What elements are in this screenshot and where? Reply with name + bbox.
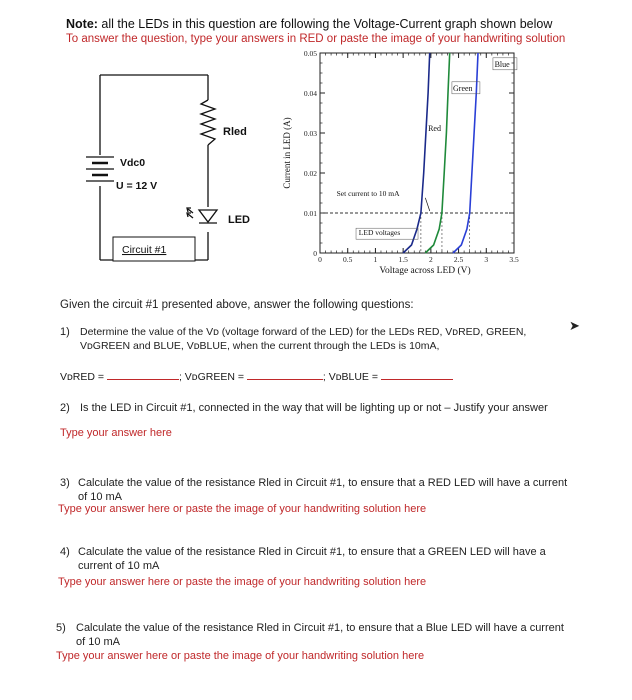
q1-text: Determine the value of the Vᴅ (voltage forward of the LED) for the LEDs RED, VᴅRED, GREEN, VᴅGREEN and BLUE, VᴅBLUE, when the current through the LEDs is 10mA, — [80, 326, 527, 352]
y-tick-label: 0 — [313, 249, 317, 258]
intro-text: Given the circuit #1 presented above, answer the following questions: — [60, 299, 414, 311]
resistor-symbol — [201, 100, 215, 145]
x-tick-label: 0.5 — [343, 255, 353, 264]
q2-answer-field[interactable]: Type your answer here — [60, 427, 172, 439]
plot-frame — [320, 53, 514, 253]
x-tick-label: 2.5 — [453, 255, 464, 264]
y-tick-label: 0.02 — [303, 169, 317, 178]
vi-chart — [276, 40, 526, 282]
note-line — [66, 17, 552, 31]
vd-red-blank[interactable] — [107, 379, 179, 380]
label-green: Green — [453, 84, 473, 93]
resistor-label: Rled — [223, 126, 247, 138]
y-tick-label: 0.03 — [303, 129, 317, 138]
x-axis-label: Voltage across LED (V) — [379, 266, 471, 276]
q5-text: Calculate the value of the resistance Rled in Circuit #1, to ensure that a Blue LED will have a current of 10 mA — [76, 622, 564, 648]
q4-answer-field[interactable]: Type your answer here or paste the image of your handwriting solution here — [58, 576, 427, 588]
series-line-red — [403, 53, 430, 253]
q2-text: Is the LED in Circuit #1, connected in the way that will be lighting up or not – Justify your answer — [80, 402, 548, 414]
q1-number: 1) — [60, 326, 70, 338]
series-line-blue — [453, 53, 478, 253]
mouse-pointer-icon: ➤ — [569, 318, 580, 333]
q2-number: 2) — [60, 402, 70, 414]
answer-line-q1 — [60, 371, 453, 383]
x-tick-label: 1 — [373, 255, 378, 264]
label-blue: Blue — [494, 60, 510, 69]
led-label: LED — [228, 214, 250, 226]
source-label-2: U = 12 V — [116, 180, 158, 192]
vd-red-label: VᴅRED = — [60, 371, 107, 383]
label-red: Red — [428, 124, 441, 133]
instruction-line: To answer the question, type your answers in RED or paste the image of your handwriting solution — [66, 33, 566, 45]
x-tick-label: 3 — [484, 255, 489, 264]
vd-blue-blank[interactable] — [381, 379, 453, 380]
annotation-led-voltages: LED voltages — [358, 228, 401, 237]
x-tick-label: 1.5 — [398, 255, 408, 264]
circuit-diagram — [60, 60, 260, 275]
vd-blue-label: ; VᴅBLUE = — [322, 371, 381, 383]
q5-number: 5) — [56, 622, 66, 634]
q4-number: 4) — [60, 546, 70, 558]
y-tick-label: 0.04 — [303, 89, 317, 98]
battery-symbol — [86, 157, 114, 181]
y-tick-label: 0.01 — [303, 209, 317, 218]
vd-green-label: ; VᴅGREEN = — [178, 371, 247, 383]
annotation-set-current: Set current to 10 mA — [336, 189, 400, 199]
y-tick-label: 0.05 — [303, 49, 317, 58]
x-tick-label: 2 — [428, 255, 433, 264]
q3-text: Calculate the value of the resistance Rled in Circuit #1, to ensure that a RED LED will have a current of 10 mA — [78, 477, 568, 503]
annotation-arrow — [425, 198, 429, 211]
q4-text: Calculate the value of the resistance Rled in Circuit #1, to ensure that a GREEN LED will have a current of 10 mA — [78, 546, 546, 572]
circuit-label: Circuit #1 — [122, 244, 167, 256]
vd-green-blank[interactable] — [247, 379, 323, 380]
q3-answer-field[interactable]: Type your answer here or paste the image of your handwriting solution here — [58, 503, 427, 515]
q5-answer-field[interactable]: Type your answer here or paste the image of your handwriting solution here — [56, 650, 425, 662]
x-tick-label: 0 — [318, 255, 322, 264]
led-symbol — [187, 208, 217, 223]
note-label: Note: — [66, 17, 98, 31]
y-axis-label: Current in LED (A) — [282, 117, 292, 189]
q3-number: 3) — [60, 477, 70, 489]
note-text: all the LEDs in this question are following the Voltage-Current graph shown below — [97, 17, 553, 31]
x-tick-label: 3.5 — [509, 255, 519, 264]
source-label-1: Vdc0 — [120, 157, 146, 169]
